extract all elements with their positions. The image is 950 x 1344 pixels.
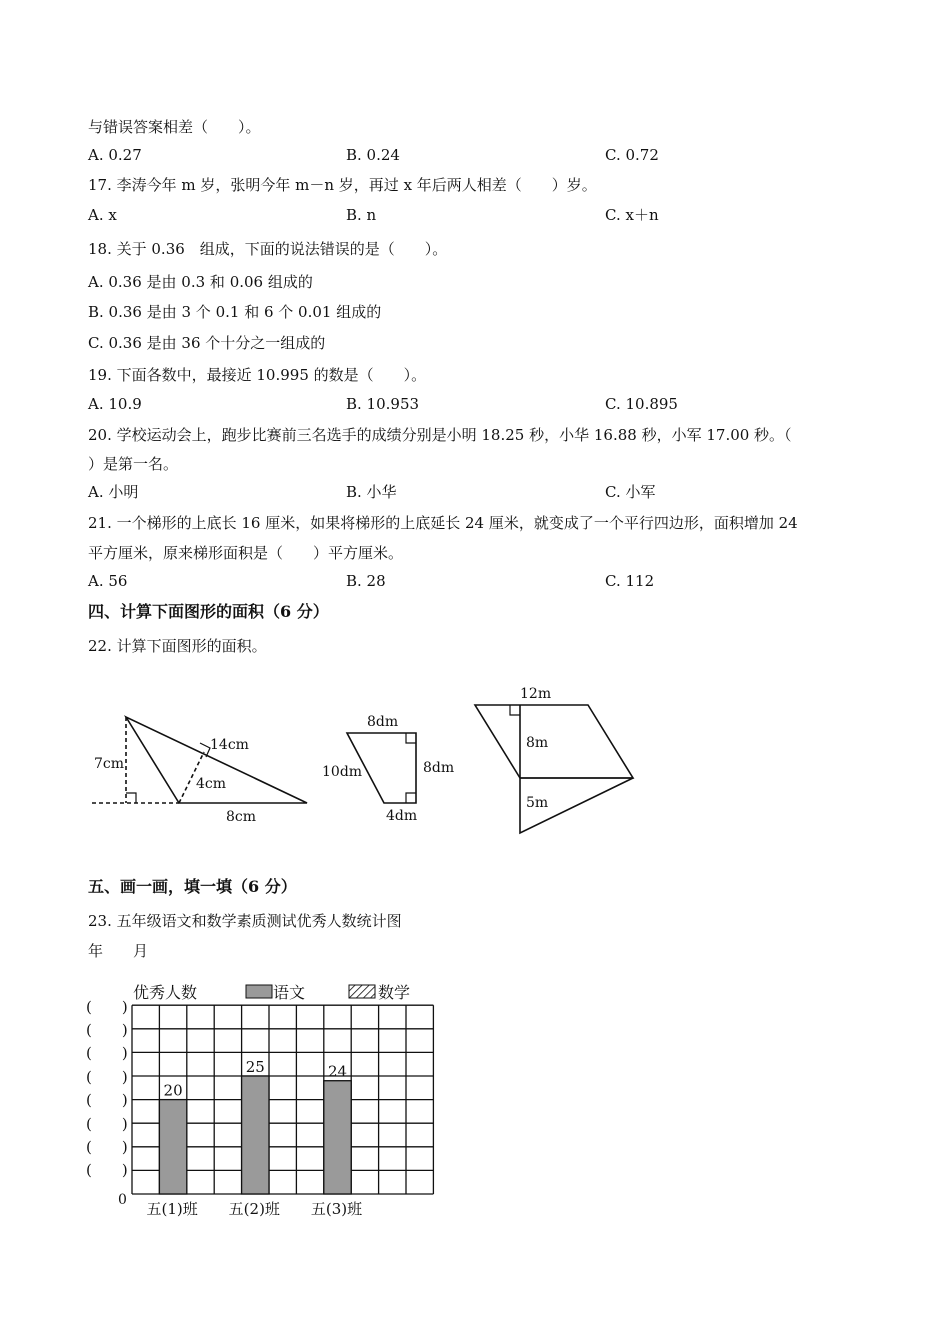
chart-bars	[159, 1076, 351, 1194]
chart-date-blank: 年 月	[88, 942, 149, 960]
q16-option-b[interactable]: B. 0.24	[346, 146, 400, 164]
bar-chart	[110, 975, 450, 1225]
figure-composite	[475, 705, 633, 833]
area-figures	[0, 675, 950, 845]
x-tick-label: 五(3)班	[310, 1200, 363, 1218]
legend-swatch-math	[349, 985, 375, 998]
trapezoid-slant-label: 10dm	[322, 764, 363, 780]
triangle-side-label: 14cm	[210, 737, 249, 753]
chart-y-title: 优秀人数	[133, 983, 198, 1002]
legend-label-math: 数学	[378, 983, 411, 1002]
y-tick-blank-3[interactable]: ( )	[86, 1115, 128, 1133]
composite-top-label: 12m	[520, 686, 552, 702]
q20-stem-line1: 20. 学校运动会上，跑步比赛前三名选手的成绩分别是小明 18.25 秒，小华 16.88 秒，小军 17.00 秒。（	[88, 426, 792, 444]
right-angle-mark	[406, 733, 416, 743]
trapezoid-right-label: 8dm	[423, 760, 455, 776]
triangle-height-label: 7cm	[94, 756, 125, 772]
q16-stem: 与错误答案相差（ ）。	[88, 118, 261, 136]
composite-height1-label: 8m	[526, 735, 549, 751]
q16-option-a[interactable]: A. 0.27	[88, 146, 142, 164]
section-4-heading: 四、计算下面图形的面积（6 分）	[88, 602, 329, 621]
q20-stem-line2: ）是第一名。	[88, 455, 179, 473]
y-tick-blank-1[interactable]: ( )	[86, 1161, 128, 1179]
triangle-base-label: 8cm	[226, 809, 257, 825]
q21-stem-line2: 平方厘米，原来梯形面积是（ ）平方厘米。	[88, 544, 404, 562]
bar-chinese-2	[242, 1076, 269, 1194]
q18-option-b[interactable]: B. 0.36 是由 3 个 0.1 和 6 个 0.01 组成的	[88, 303, 382, 321]
right-angle-mark	[510, 705, 520, 715]
trapezoid-top-label: 8dm	[367, 714, 399, 730]
parallelogram-outline	[475, 705, 633, 778]
right-angle-mark	[126, 793, 136, 803]
q18-option-c[interactable]: C. 0.36 是由 36 个十分之一组成的	[88, 334, 326, 352]
legend-label-chinese: 语文	[273, 983, 306, 1002]
q17-option-a[interactable]: A. x	[88, 206, 117, 224]
q22-stem: 22. 计算下面图形的面积。	[88, 637, 267, 655]
q19-stem: 19. 下面各数中，最接近 10.995 的数是（ ）。	[88, 366, 427, 384]
q19-option-a[interactable]: A. 10.9	[88, 395, 142, 413]
q20-option-b[interactable]: B. 小华	[346, 483, 397, 501]
y-tick-blank-7[interactable]: ( )	[86, 1021, 128, 1039]
q21-stem-line1: 21. 一个梯形的上底长 16 厘米，如果将梯形的上底延长 24 厘米，就变成了一个平行四边形，面积增加 24	[88, 514, 798, 532]
trapezoid-bottom-label: 4dm	[386, 808, 418, 824]
bar-value-label: 24	[327, 1062, 348, 1081]
bar-chinese-3	[324, 1081, 351, 1194]
q20-option-a[interactable]: A. 小明	[88, 483, 139, 501]
bar-value-label: 25	[245, 1058, 265, 1076]
q18-option-a[interactable]: A. 0.36 是由 0.3 和 0.06 组成的	[88, 273, 313, 291]
q19-option-c[interactable]: C. 10.895	[605, 395, 678, 413]
q17-stem: 17. 李涛今年 m 岁，张明今年 m－n 岁，再过 x 年后两人相差（ ）岁。	[88, 176, 597, 194]
section-5-heading: 五、画一画，填一填（6 分）	[88, 877, 297, 896]
triangle-altitude-label: 4cm	[196, 776, 227, 792]
y-tick-blank-6[interactable]: ( )	[86, 1044, 128, 1062]
y-tick-blank-8[interactable]: ( )	[86, 998, 128, 1016]
bar-value-label: 20	[163, 1081, 183, 1100]
y-tick-blank-2[interactable]: ( )	[86, 1138, 128, 1156]
bar-chinese-1	[159, 1100, 186, 1194]
y-tick-blank-5[interactable]: ( )	[86, 1068, 128, 1086]
right-angle-mark	[406, 793, 416, 803]
chart-origin-label: 0	[118, 1192, 127, 1208]
legend-swatch-chinese	[246, 985, 272, 998]
q20-option-c[interactable]: C. 小军	[605, 483, 656, 501]
q17-option-c[interactable]: C. x＋n	[605, 206, 659, 224]
q23-stem: 23. 五年级语文和数学素质测试优秀人数统计图	[88, 912, 402, 930]
q21-option-c[interactable]: C. 112	[605, 572, 655, 590]
q16-option-c[interactable]: C. 0.72	[605, 146, 659, 164]
q21-option-a[interactable]: A. 56	[88, 572, 128, 590]
q18-stem: 18. 关于 0.36 组成，下面的说法错误的是（ ）。	[88, 240, 448, 258]
q21-option-b[interactable]: B. 28	[346, 572, 386, 590]
q19-option-b[interactable]: B. 10.953	[346, 395, 420, 413]
y-tick-blank-4[interactable]: ( )	[86, 1091, 128, 1109]
composite-height2-label: 5m	[526, 795, 549, 811]
x-tick-label: 五(2)班	[228, 1200, 280, 1218]
x-tick-label: 五(1)班	[146, 1200, 198, 1218]
q17-option-b[interactable]: B. n	[346, 206, 377, 224]
